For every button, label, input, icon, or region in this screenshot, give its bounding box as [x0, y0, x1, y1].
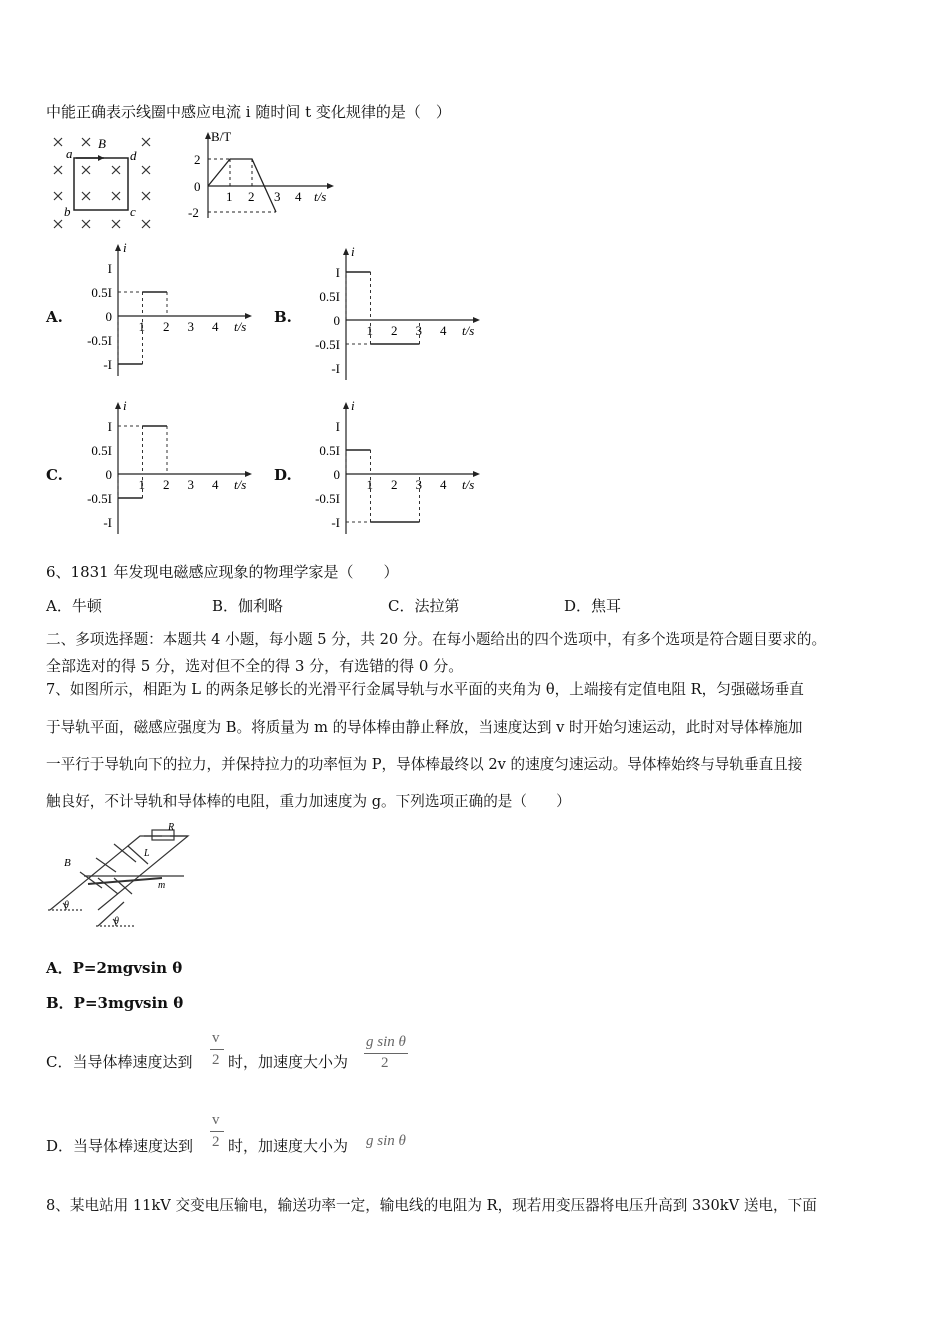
graph-option-C[interactable] [70, 398, 270, 538]
q7-C-frac-v-num: v [212, 1030, 220, 1046]
bt-xlabel: t/s [314, 189, 327, 204]
fig-label-m: m [158, 880, 166, 891]
graph-ytick: 0 [105, 467, 112, 482]
q7-option-C-mid: 时，加速度大小为 [228, 1053, 349, 1071]
q7-option-C-prefix[interactable]: C．当导体棒速度达到 [46, 1053, 193, 1071]
coil-figure [44, 128, 164, 236]
q5-stem: 中能正确表示线圈中感应电流 i 随时间 t 变化规律的是（ ） [46, 103, 451, 121]
graph-ytick: 0.5I [91, 285, 112, 300]
guide-line [346, 450, 371, 474]
q7-stem-3: 一平行于导轨向下的拉力，并保持拉力的功率恒为 P，导体棒最终以 2v 的速度匀速运动。导体棒始终与导轨垂直且接 [46, 756, 803, 773]
q7-option-A[interactable]: A．P=2mgvsin θ [46, 959, 183, 977]
bt-ytick-0: 0 [194, 179, 201, 194]
q6-option-A[interactable]: A．牛顿 [46, 597, 102, 615]
graph-xtick: 2 [391, 477, 398, 492]
q5-option-A-label[interactable]: A. [46, 308, 63, 326]
current-segment [346, 272, 420, 344]
q7-D-frac-v-num: v [212, 1112, 220, 1128]
q5-option-B-label[interactable]: B. [274, 308, 292, 326]
graph-ytick: -I [103, 357, 112, 372]
graph-ytick: 0.5I [319, 443, 340, 458]
graph-xtick: 3 [415, 477, 422, 492]
cross-row-2 [54, 166, 150, 174]
graph-ytick: 0 [105, 309, 112, 324]
q7-option-D-mid: 时，加速度大小为 [228, 1137, 349, 1155]
y-axis-arrow [343, 402, 349, 409]
bt-xtick-1: 1 [226, 189, 233, 204]
q7-C-frac-v-den: 2 [212, 1052, 220, 1068]
label-d: d [130, 148, 137, 163]
q7-D-frac-v-den: 2 [212, 1134, 220, 1150]
q6-option-D[interactable]: D．焦耳 [564, 597, 622, 615]
label-B: B [98, 136, 106, 151]
y-axis-arrow [115, 402, 121, 409]
fig-label-L: L [144, 848, 150, 859]
fig-label-B: B [64, 857, 71, 869]
y-axis-arrow [115, 244, 121, 251]
graph-ytick: 0 [333, 313, 340, 328]
rail-plane [50, 836, 188, 910]
q7-C-frac-g-num: g sin θ [366, 1034, 406, 1050]
graph-xtick: 1 [366, 323, 373, 338]
graph-xlabel: t/s [462, 323, 475, 338]
graph-xtick: 2 [163, 319, 170, 334]
bt-ylabel: B/T [211, 129, 232, 144]
bt-xtick-4: 4 [295, 189, 302, 204]
q7-stem-1: 7、如图所示，相距为 L 的两条足够长的光滑平行金属导轨与水平面的夹角为 θ，上端接有定值电阻 R，匀强磁场垂直 [46, 681, 804, 698]
fig-label-R: R [168, 822, 175, 833]
graph-ytick: 0.5I [319, 289, 340, 304]
graph-xtick: 4 [440, 323, 447, 338]
graph-xtick: 1 [138, 477, 145, 492]
graph-ytick: -0.5I [87, 333, 112, 348]
graph-ytick: I [335, 265, 340, 280]
graph-xtick: 3 [415, 323, 422, 338]
guide-line [118, 426, 167, 474]
bt-graph [180, 128, 340, 220]
graph-xtick: 4 [440, 477, 447, 492]
graph-ytick: 0 [333, 467, 340, 482]
graph-ytick: I [335, 419, 340, 434]
bt-ytick-neg2: -2 [188, 205, 199, 220]
section2-line2: 全部选对的得 5 分，选对但不全的得 3 分，有选错的得 0 分。 [46, 657, 464, 675]
graph-xtick: 2 [163, 477, 170, 492]
guide-line [346, 272, 371, 320]
graph-ytick: I [107, 419, 112, 434]
graph-xtick: 4 [212, 477, 219, 492]
graph-xtick: 2 [391, 323, 398, 338]
graph-xtick: 1 [366, 477, 373, 492]
graph-ylabel: i [351, 244, 355, 259]
bt-ytick-2: 2 [194, 152, 201, 167]
graph-option-A[interactable] [70, 240, 270, 380]
bt-xtick-2: 2 [248, 189, 255, 204]
graph-xtick: 3 [187, 477, 194, 492]
q6-option-C[interactable]: C．法拉第 [388, 597, 460, 615]
rails-figure [44, 822, 204, 934]
q8-stem: 8、某电站用 11kV 交变电压输电，输送功率一定，输电线的电阻为 R，现若用变压器将电压升高到 330kV 送电，下面 [46, 1197, 817, 1214]
graph-xlabel: t/s [234, 319, 247, 334]
q5-option-C-label[interactable]: C. [46, 466, 63, 484]
current-segment [346, 450, 420, 522]
label-a: a [66, 146, 73, 161]
graph-ylabel: i [123, 398, 127, 413]
q6-option-B[interactable]: B．伽利略 [212, 597, 284, 615]
graph-xlabel: t/s [234, 477, 247, 492]
graph-ylabel: i [351, 398, 355, 413]
cross-row-4 [54, 220, 150, 228]
q7-D-g-sin: g sin θ [366, 1133, 406, 1149]
graph-option-D[interactable] [298, 398, 498, 538]
graph-ytick: -0.5I [87, 491, 112, 506]
graph-ytick: -I [331, 515, 340, 530]
graph-xtick: 3 [187, 319, 194, 334]
q7-C-frac-g-den: 2 [381, 1055, 389, 1071]
graph-xtick: 1 [138, 319, 145, 334]
q7-option-B[interactable]: B．P=3mgvsin θ [46, 994, 184, 1012]
q7-option-D-prefix[interactable]: D．当导体棒速度达到 [46, 1137, 194, 1155]
label-b: b [64, 204, 71, 219]
graph-ytick: -0.5I [315, 337, 340, 352]
fig-label-theta2: θ [114, 916, 119, 927]
q7-stem-2: 于导轨平面，磁感应强度为 B。将质量为 m 的导体棒由静止释放，当速度达到 v 时开始匀速运动，此时对导体棒施加 [46, 719, 803, 736]
label-c: c [130, 204, 136, 219]
section2-line1: 二、多项选择题：本题共 4 小题，每小题 5 分，共 20 分。在每小题给出的四个选项中，有多个选项是符合题目要求的。 [46, 631, 827, 648]
cross-row-3 [54, 192, 150, 200]
bt-xtick-3: 3 [274, 189, 281, 204]
graph-xtick: 4 [212, 319, 219, 334]
graph-ylabel: i [123, 240, 127, 255]
guide-line [118, 292, 167, 316]
q6-stem: 6、1831 年发现电磁感应现象的物理学家是（ ） [46, 563, 399, 581]
q7-stem-4: 触良好，不计导轨和导体棒的电阻，重力加速度为 g。下列选项正确的是（ ） [46, 793, 571, 810]
guide-line [346, 474, 420, 522]
graph-ytick: -0.5I [315, 491, 340, 506]
graph-ytick: -I [103, 515, 112, 530]
graph-ytick: I [107, 261, 112, 276]
guide-line [346, 320, 420, 344]
q5-option-D-label[interactable]: D. [274, 466, 292, 484]
y-axis-arrow [343, 248, 349, 255]
fig-label-theta1: θ [64, 900, 69, 911]
coil-loop [74, 158, 128, 210]
graph-ytick: -I [331, 361, 340, 376]
graph-ytick: 0.5I [91, 443, 112, 458]
graph-xlabel: t/s [462, 477, 475, 492]
graph-option-B[interactable] [298, 244, 498, 384]
